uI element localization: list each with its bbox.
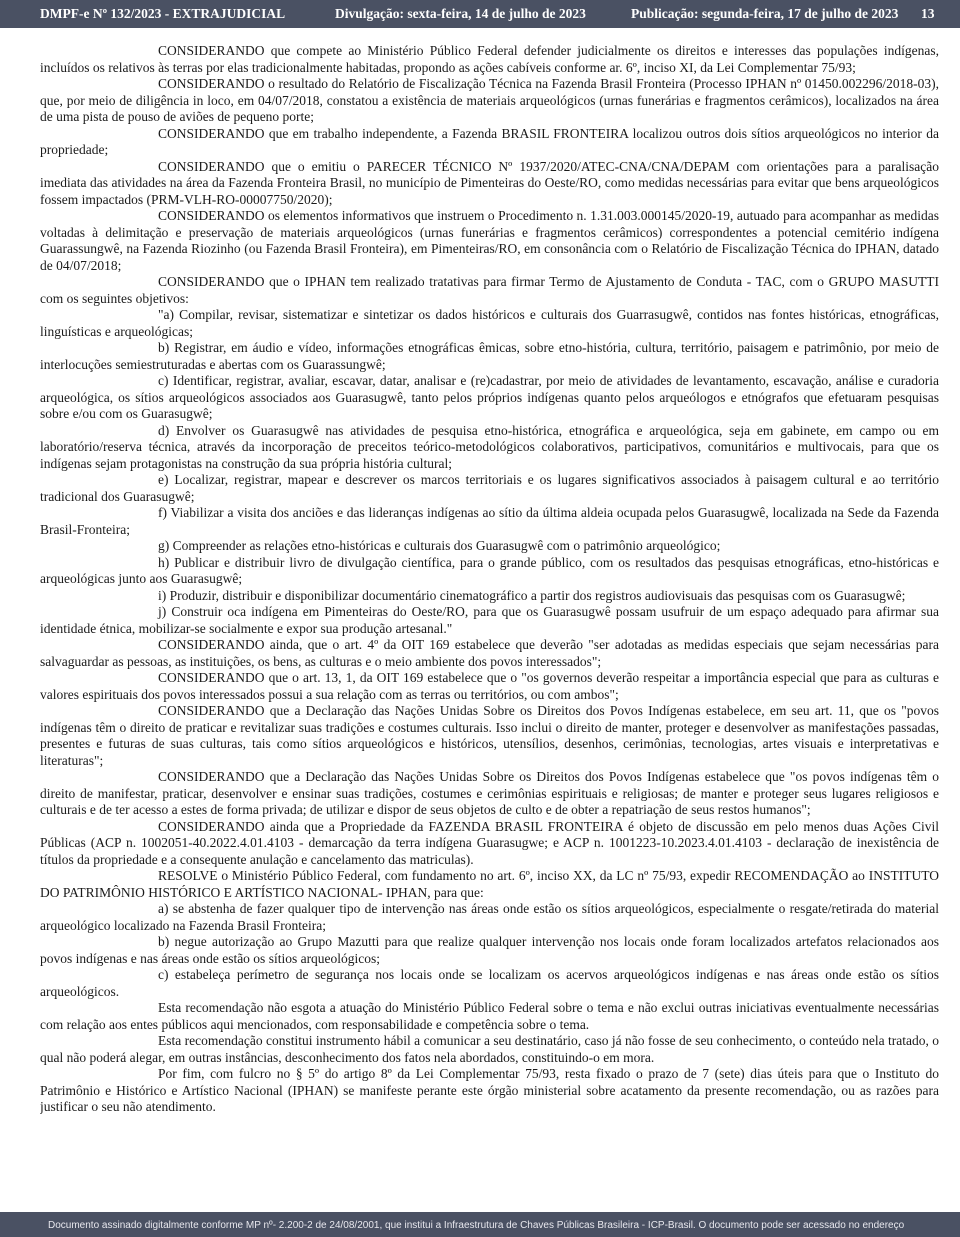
paragraph: i) Produzir, distribuir e disponibilizar documentário cinematográfico a partir dos registros audiovisuais das pesquisas com os Guarasugwê;: [158, 587, 906, 603]
paragraph: a) se abstenha de fazer qualquer tipo de intervenção nas áreas onde estão os sítios arqueológicos, especialmente o resgate/retirada do material arqueológico localizado na Fazenda Brasil Fronteira;: [40, 901, 939, 933]
document-body: [40, 43, 939, 1193]
paragraph: CONSIDERANDO que o emitiu o PARECER TÉCNICO Nº 1937/2020/ATEC-CNA/CNA/DEPAM com orientações para a paralisação imediata das atividades na área da Fazenda Fronteira Brasil, no município de Pimenteiras do Oeste/RO, como medidas necessárias para evitar que bens arqueológicos fossem impactados (PRM-VLH-RO-00007750/2020);: [40, 158, 939, 207]
paragraph: c) Identificar, registrar, avaliar, escavar, datar, analisar e (re)cadastrar, por meio de atividades de levantamento, escavação, análise e curadoria arqueológica, os sítios arqueológicos associados aos Guarasugwê, tanto pelos próprios indígenas quanto pelos arqueólogos e etnógrafos que efetuaram pesquisas sobre e/ou com os Guarasugwê;: [40, 373, 939, 421]
paragraph: h) Publicar e distribuir livro de divulgação científica, para o grande público, com os resultados das pesquisas etnográficas, etno-históricas e arqueológicas junto aos Guarasugwê;: [40, 554, 939, 586]
paragraph: CONSIDERANDO os elementos informativos que instruem o Procedimento n. 1.31.003.000145/2020-19, autuado para acompanhar as medidas voltadas à delimitação e preservação de materiais arqueológicos (urnas funerárias e fragmentos cerâmicos) correspondentes a potencial cemitério indígena Guarassungwê, na Fazenda Riozinho (ou Fazenda Brasil Fronteira), em Pimenteiras/RO, em consonância com o Relatório de Fiscalização Técnica do IPHAN, datado de 04/07/2018;: [40, 208, 939, 273]
signature-footer: Documento assinado digitalmente conforme MP nº- 2.200-2 de 24/08/2001, que institui a Infraestrutura de Chaves Públicas Brasileira - ICP-Brasil. O documento pode ser acessado no endereço: [0, 1212, 960, 1237]
paragraph: d) Envolver os Guarasugwê nas atividades de pesquisa etno-histórica, etnográfica e arqueológica, seja em gabinete, em campo ou em laboratório/reserva técnica, através da incorporação de preceitos teórico-metodológicos colaborativos, participativos, comunitários e multivocais, para que os indígenas sejam protagonistas na construção da sua própria história cultural;: [40, 422, 939, 471]
paragraph: b) negue autorização ao Grupo Mazutti para que realize qualquer intervenção nos locais onde foram localizados artefatos relacionados aos povos indígenas e nas áreas onde estão os sítios arqueológicos;: [40, 934, 939, 966]
paragraph: CONSIDERANDO que a Declaração das Nações Unidas Sobre os Direitos dos Povos Indígenas estabelece que "os povos indígenas têm o direito de manifestar, praticar, desenvolver e ensinar suas tradições, costumes e cerimônias espirituais e religiosas; de manter e proteger seus lugares religiosos e culturais e de ter acesso a estes de forma privada; de utilizar e dispor de seus objetos de culto e de obter a repatriação de seus restos humanos";: [40, 769, 939, 817]
release-date: Divulgação: sexta-feira, 14 de julho de 2023: [335, 6, 586, 21]
paragraph: j) Construir oca indígena em Pimenteiras do Oeste/RO, para que os Guarasugwê possam usufruir de um espaço adequado para afirmar sua identidade étnica, mobilizar-se socialmente e expor sua produção artesanal.": [40, 604, 939, 636]
paragraph: b) Registrar, em áudio e vídeo, informações etnográficas êmicas, sobre etno-história, cultura, território, paisagem e patrimônio, por meio de interlocuções semiestruturadas e abertas com os Guarassungwê;: [40, 340, 939, 372]
paragraph: CONSIDERANDO que a Declaração das Nações Unidas Sobre os Direitos dos Povos Indígenas estabelece, em seu art. 11, que os "povos indígenas têm o direito de praticar e revitalizar suas tradições e costumes culturais. Isso inclui o direito de manter, proteger e desenvolver as manifestações passadas, presentes e futuras de suas culturas, tais como sítios arqueológicos e históricos, utensílios, desenhos, cerimônias, tecnologias, artes visuais e interpretativas e literaturas";: [40, 703, 939, 768]
paragraph: Esta recomendação não esgota a atuação do Ministério Público Federal sobre o tema e não exclui outras iniciativas eventualmente necessárias com relação aos entes públicos aqui mencionados, com responsabilidade e competência sobre o tema.: [40, 1000, 939, 1032]
paragraph: Esta recomendação constitui instrumento hábil a comunicar a seu destinatário, caso já não fosse de seu conhecimento, o conteúdo nela tratado, o qual não poderá alegar, em outras instâncias, desconhecimento dos fatos nela abordados, constituindo-o em mora.: [40, 1033, 939, 1065]
paragraph: CONSIDERANDO o resultado do Relatório de Fiscalização Técnica na Fazenda Brasil Fronteira (Processo IPHAN nº 01450.002296/2018-03), que, por meio de diligência in loco, em 04/07/2018, constatou a existência de materiais arqueológicos (urnas funerárias e fragmentos cerâmicos), localizados na área de uma pista de pouso de aviões de pequeno porte;: [40, 76, 939, 124]
page-header: [0, 0, 960, 28]
paragraph: CONSIDERANDO ainda que a Propriedade da FAZENDA BRASIL FRONTEIRA é objeto de discussão em pelo menos duas Ações Civil Públicas (ACP n. 1002051-40.2022.4.01.4103 - demarcação da terra indígena Guarasugwe; e ACP n. 1001223-10.2023.4.01.4103 - declaração de inexistência de títulos da propriedade e a consequente anulação e cancelamento das matriculas).: [40, 818, 939, 867]
paragraph: Por fim, com fulcro no § 5º do artigo 8º da Lei Complementar 75/93, resta fixado o prazo de 7 (sete) dias úteis para que o Instituto do Patrimônio e Histórico e Artístico Nacional (IPHAN) se manifeste perante este órgão ministerial sobre acatamento da presente recomendação, ou as razões para justificar o seu não atendimento.: [40, 1066, 939, 1114]
paragraph: e) Localizar, registrar, mapear e descrever os marcos territoriais e os lugares significativos associados à paisagem cultural e ao território tradicional dos Guarasugwê;: [40, 472, 939, 504]
paragraph: "a) Compilar, revisar, sistematizar e sintetizar os dados históricos e culturais dos Guarrasugwê, contidos nas fontes históricas, etnográficas, linguísticas e arqueológicas;: [40, 307, 939, 339]
paragraph: CONSIDERANDO que em trabalho independente, a Fazenda BRASIL FRONTEIRA localizou outros dois sítios arqueológicos no interior da propriedade;: [40, 125, 939, 157]
paragraph: CONSIDERANDO que o IPHAN tem realizado tratativas para firmar Termo de Ajustamento de Conduta - TAC, com o GRUPO MASUTTI com os seguintes objetivos:: [40, 274, 939, 306]
page-number: 13: [921, 6, 935, 21]
paragraph: CONSIDERANDO que compete ao Ministério Público Federal defender judicialmente os direitos e interesses das populações indígenas, incluídos os relativos às terras por elas tradicionalmente habitadas, propondo as ações cabíveis conforme ar. 6º, inciso XI, da Lei Complementar 75/93;: [40, 43, 939, 75]
paragraph: CONSIDERANDO ainda, que o art. 4º da OIT 169 estabelece que deverão "ser adotadas as medidas especiais que sejam necessárias para salvaguardar as pessoas, as instituições, os bens, as culturas e o meio ambiente dos povos interessados";: [40, 637, 939, 669]
paragraph: CONSIDERANDO que o art. 13, 1, da OIT 169 estabelece que o "os governos deverão respeitar a importância especial que para as culturas e valores espirituais dos povos interessados possui a sua relação com as terras ou territórios, ou com ambos";: [40, 670, 939, 702]
paragraph: f) Viabilizar a visita dos anciões e das lideranças indígenas ao sítio da última aldeia ocupada pelos Guarasugwê, localizada na Sede da Fazenda Brasil-Fronteira;: [40, 505, 939, 537]
paragraph: RESOLVE o Ministério Público Federal, com fundamento no art. 6º, inciso XX, da LC nº 75/93, expedir RECOMENDAÇÃO ao INSTITUTO DO PATRIMÔNIO HISTÓRICO E ARTÍSTICO NACIONAL- IPHAN, para que:: [40, 868, 939, 900]
paragraph: c) estabeleça perímetro de segurança nos locais onde se localizam os acervos arqueológicos indígenas e nas áreas onde estão os sítios arqueológicos.: [40, 967, 939, 999]
publication-date: Publicação: segunda-feira, 17 de julho de 2023: [631, 6, 899, 21]
journal-title: DMPF-e Nº 132/2023 - EXTRAJUDICIAL: [40, 6, 286, 21]
paragraph: g) Compreender as relações etno-históricas e culturais dos Guarasugwê com o patrimônio arqueológico;: [158, 538, 721, 553]
